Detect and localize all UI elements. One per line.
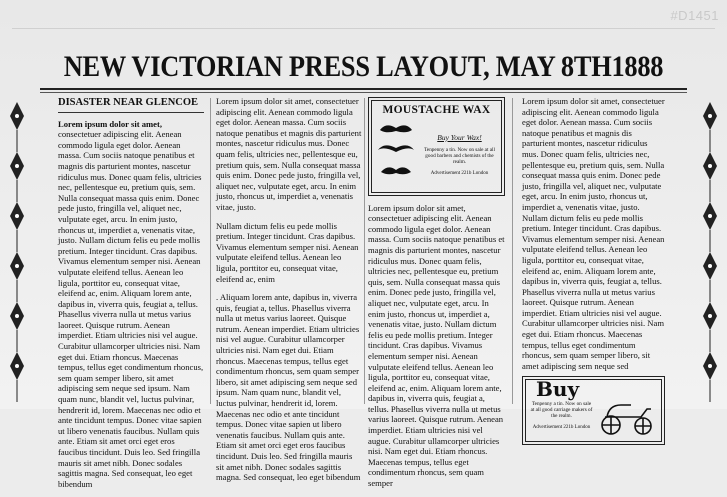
paragraph: Nullam dictum felis eu pede mollis pretium. Integer tincidunt. Cras dapibus. Vivamus elementum semper nisi. Aenean vulputate eleifend tellus. Aenean leo ligula, porttitor eu, consequat vitae, eleifend ac, enim xyxy=(216,220,359,284)
column-divider xyxy=(210,98,211,404)
headline-rule-thick xyxy=(40,88,687,90)
paragraph: Lorem ipsum dolor sit amet, consectetuer adipiscing elit. Aenean commodo ligula eget dolor. Aenean massa. Cum sociis natoque penatibus et magnis dis parturient montes, nascetur ridiculus mus. Donec quam felis, ultricies nec, pellentesque eu, pretium quis, sem. Nulla consequat massa quis enim. Donec pede justo, fringilla vel, aliquet nec, vulputate eget, arcu. In enim justo, rhoncus ut, imperdiet a, venenatis vitae, justo. xyxy=(216,96,362,212)
ad-fine-print: Tenpenny a tin. Now on sale at all good carriage makers of the realm. xyxy=(530,400,593,419)
column-4 xyxy=(522,96,665,452)
moustache-icon xyxy=(376,120,416,188)
left-border-ornament xyxy=(6,96,28,406)
ad-footer: Advertisement 221b London xyxy=(430,171,489,177)
paragraph: Lorem ipsum dolor sit amet, consectetuer adipiscing elit. Aenean commodo ligula eget dolor. Aenean massa. Cum sociis natoque penatibus et magnis dis parturient montes, nascetur ridiculus mus. Donec quam felis, ultricies nec, pellentesque eu, pretium quis, sem. Nulla consequat massa quis enim. Donec pede justo, fringilla vel, aliquet nec, vulputate eget, arcu. In enim justo, rhoncus ut, imperdiet a, venenatis vitae, justo. Nullam dictum felis eu pede mollis pretium. Integer tincidunt. Cras dapibus. Vivamus elementum semper nisi. Aenean vulputate eleifend tellus. Aenean leo ligula, porttitor eu, consequat vitae, eleifend ac, enim. Aliquam lorem ante, dapibus in, viverra quis, feugiat a, tellus. Phasellus viverra nulla ut metus varius laoreet. Quisque rutrum. Aenean imperdiet. Etiam ultricies nisi vel augue. Curabitur ullamcorper ultricies nisi. Nam eget dui. Etiam rhoncus. Maecenas tempus, tellus eget condimentum rhoncus, sem quam semper libero, sit amet adipiscing sem neque sed xyxy=(522,96,665,371)
ad-title: MOUSTACHE WAX xyxy=(382,104,491,116)
column-1 xyxy=(58,96,204,497)
headline-rule-thin xyxy=(40,92,687,93)
ad-footer: Advertisement 221b London xyxy=(532,424,591,430)
column-3 xyxy=(368,96,505,497)
article-body xyxy=(58,119,204,490)
article-text: consectetuer adipiscing elit. Aenean commodo ligula eget dolor. Aenean massa. Cum sociis natoque penatibus et magnis dis parturient montes, nascetur ridiculus mus. Donec quam felis, ultricies nec, pellentesque eu, pretium quis, sem. Nulla consequat massa quis enim. Donec pede justo, fringilla vel, aliquet nec, vulputate eget, arcu. In enim justo, rhoncus ut, imperdiet a, venenatis vitae, justo. Nullam dictum felis eu pede mollis pretium. Integer tincidunt. Cras dapibus. Vivamus elementum semper nisi. Aenean vulputate eleifend tellus. Aenean leo ligula, porttitor eu, consequat vitae, eleifend ac, enim. Aliquam lorem ante, dapibus in, viverra quis, feugiat a, tellus. Phasellus viverra nulla ut metus varius laoreet. Quisque rutrum. Aenean imperdiet. Etiam ultricies nisi vel augue. Curabitur ullamcorper ultricies nisi. Nam eget dui. Etiam rhoncus. Maecenas tempus, tellus eget condimentum rhoncus, sem quam semper libero, sit amet adipiscing sem neque sed ipsum. Nam quam nunc, blandit vel, luctus pulvinar, hendrerit id, lorem. Maecenas nec odio et ante tincidunt tempus. Donec vitae sapien ut libero venenatis faucibus. Nullam quis ante. Etiam sit amet orci eget eros faucibus tincidunt. Duis leo. Sed fringilla mauris sit amet nibh. Donec sodales sagittis magna. Sed consequat, leo eget bibendum xyxy=(58,129,204,489)
column-2 xyxy=(216,96,362,491)
ad-subtitle: Buy Your Wax! xyxy=(437,132,482,142)
moustache-wax-ad xyxy=(371,100,502,193)
carriage-ad xyxy=(525,379,662,442)
column-divider xyxy=(364,98,365,404)
ad-title: Buy xyxy=(536,377,580,402)
document-id-tag: #D1451 xyxy=(670,8,719,23)
paragraph: Lorem ipsum dolor sit amet, consectetuer adipiscing elit. Aenean commodo ligula eget dolor. Aenean massa. Cum sociis natoque penatibus et magnis dis parturient montes, nascetur ridiculus mus. Donec quam felis, ultricies nec, pellentesque eu, pretium quis, sem. Nulla consequat massa quis enim. Donec pede justo, fringilla vel, aliquet nec, vulputate eget, arcu. In enim justo, rhoncus ut, imperdiet a, venenatis vitae, justo. Nullam dictum felis eu pede mollis pretium. Integer tincidunt. Cras dapibus. Vivamus elementum semper nisi. Aenean vulputate eleifend tellus. Aenean leo ligula, porttitor eu, consequat vitae, eleifend ac, enim. Aliquam lorem ante, dapibus in, viverra quis, feugiat a, tellus. Phasellus viverra nulla ut metus varius laoreet. Quisque rutrum. Aenean imperdiet. Etiam ultricies nisi vel augue. Curabitur ullamcorper ultricies nisi. Nam eget dui. Etiam rhoncus. Maecenas tempus, tellus eget condimentum rhoncus, sem quam semper xyxy=(368,202,505,489)
ad-fine-print: Tenpenny a tin. Now on sale at all good barbers and chemists of the realm. xyxy=(424,147,495,166)
right-border-ornament xyxy=(699,96,721,406)
carriage-icon xyxy=(597,397,657,437)
top-band xyxy=(12,28,715,43)
page-headline: NEW VICTORIAN PRESS LAYOUT, MAY 8TH1888 xyxy=(63,50,664,83)
article-lead: Lorem ipsum dolor sit amet, xyxy=(58,118,162,129)
column-divider xyxy=(512,98,513,404)
article-heading: DISASTER NEAR GLENCOE xyxy=(58,96,204,113)
paragraph: . Aliquam lorem ante, dapibus in, viverra quis, feugiat a, tellus. Phasellus viverra nulla ut metus varius laoreet. Quisque rutrum. Aenean imperdiet. Etiam ultricies nisi vel augue. Curabitur ullamcorper ultricies nisi. Nam eget dui. Etiam rhoncus. Maecenas tempus, tellus eget condimentum rhoncus, sem quam semper libero, sit amet adipiscing sem neque sed ipsum. Nam quam nunc, blandit vel, luctus pulvinar, hendrerit id, lorem. Maecenas nec odio et ante tincidunt tempus. Donec vitae sapien ut libero venenatis faucibus. Nullam quis ante. Etiam sit amet orci eget eros faucibus tincidunt. Duis leo. Sed fringilla mauris sit amet nibh. Donec sodales sagittis magna. Sed consequat, leo eget bibendum xyxy=(216,292,361,483)
